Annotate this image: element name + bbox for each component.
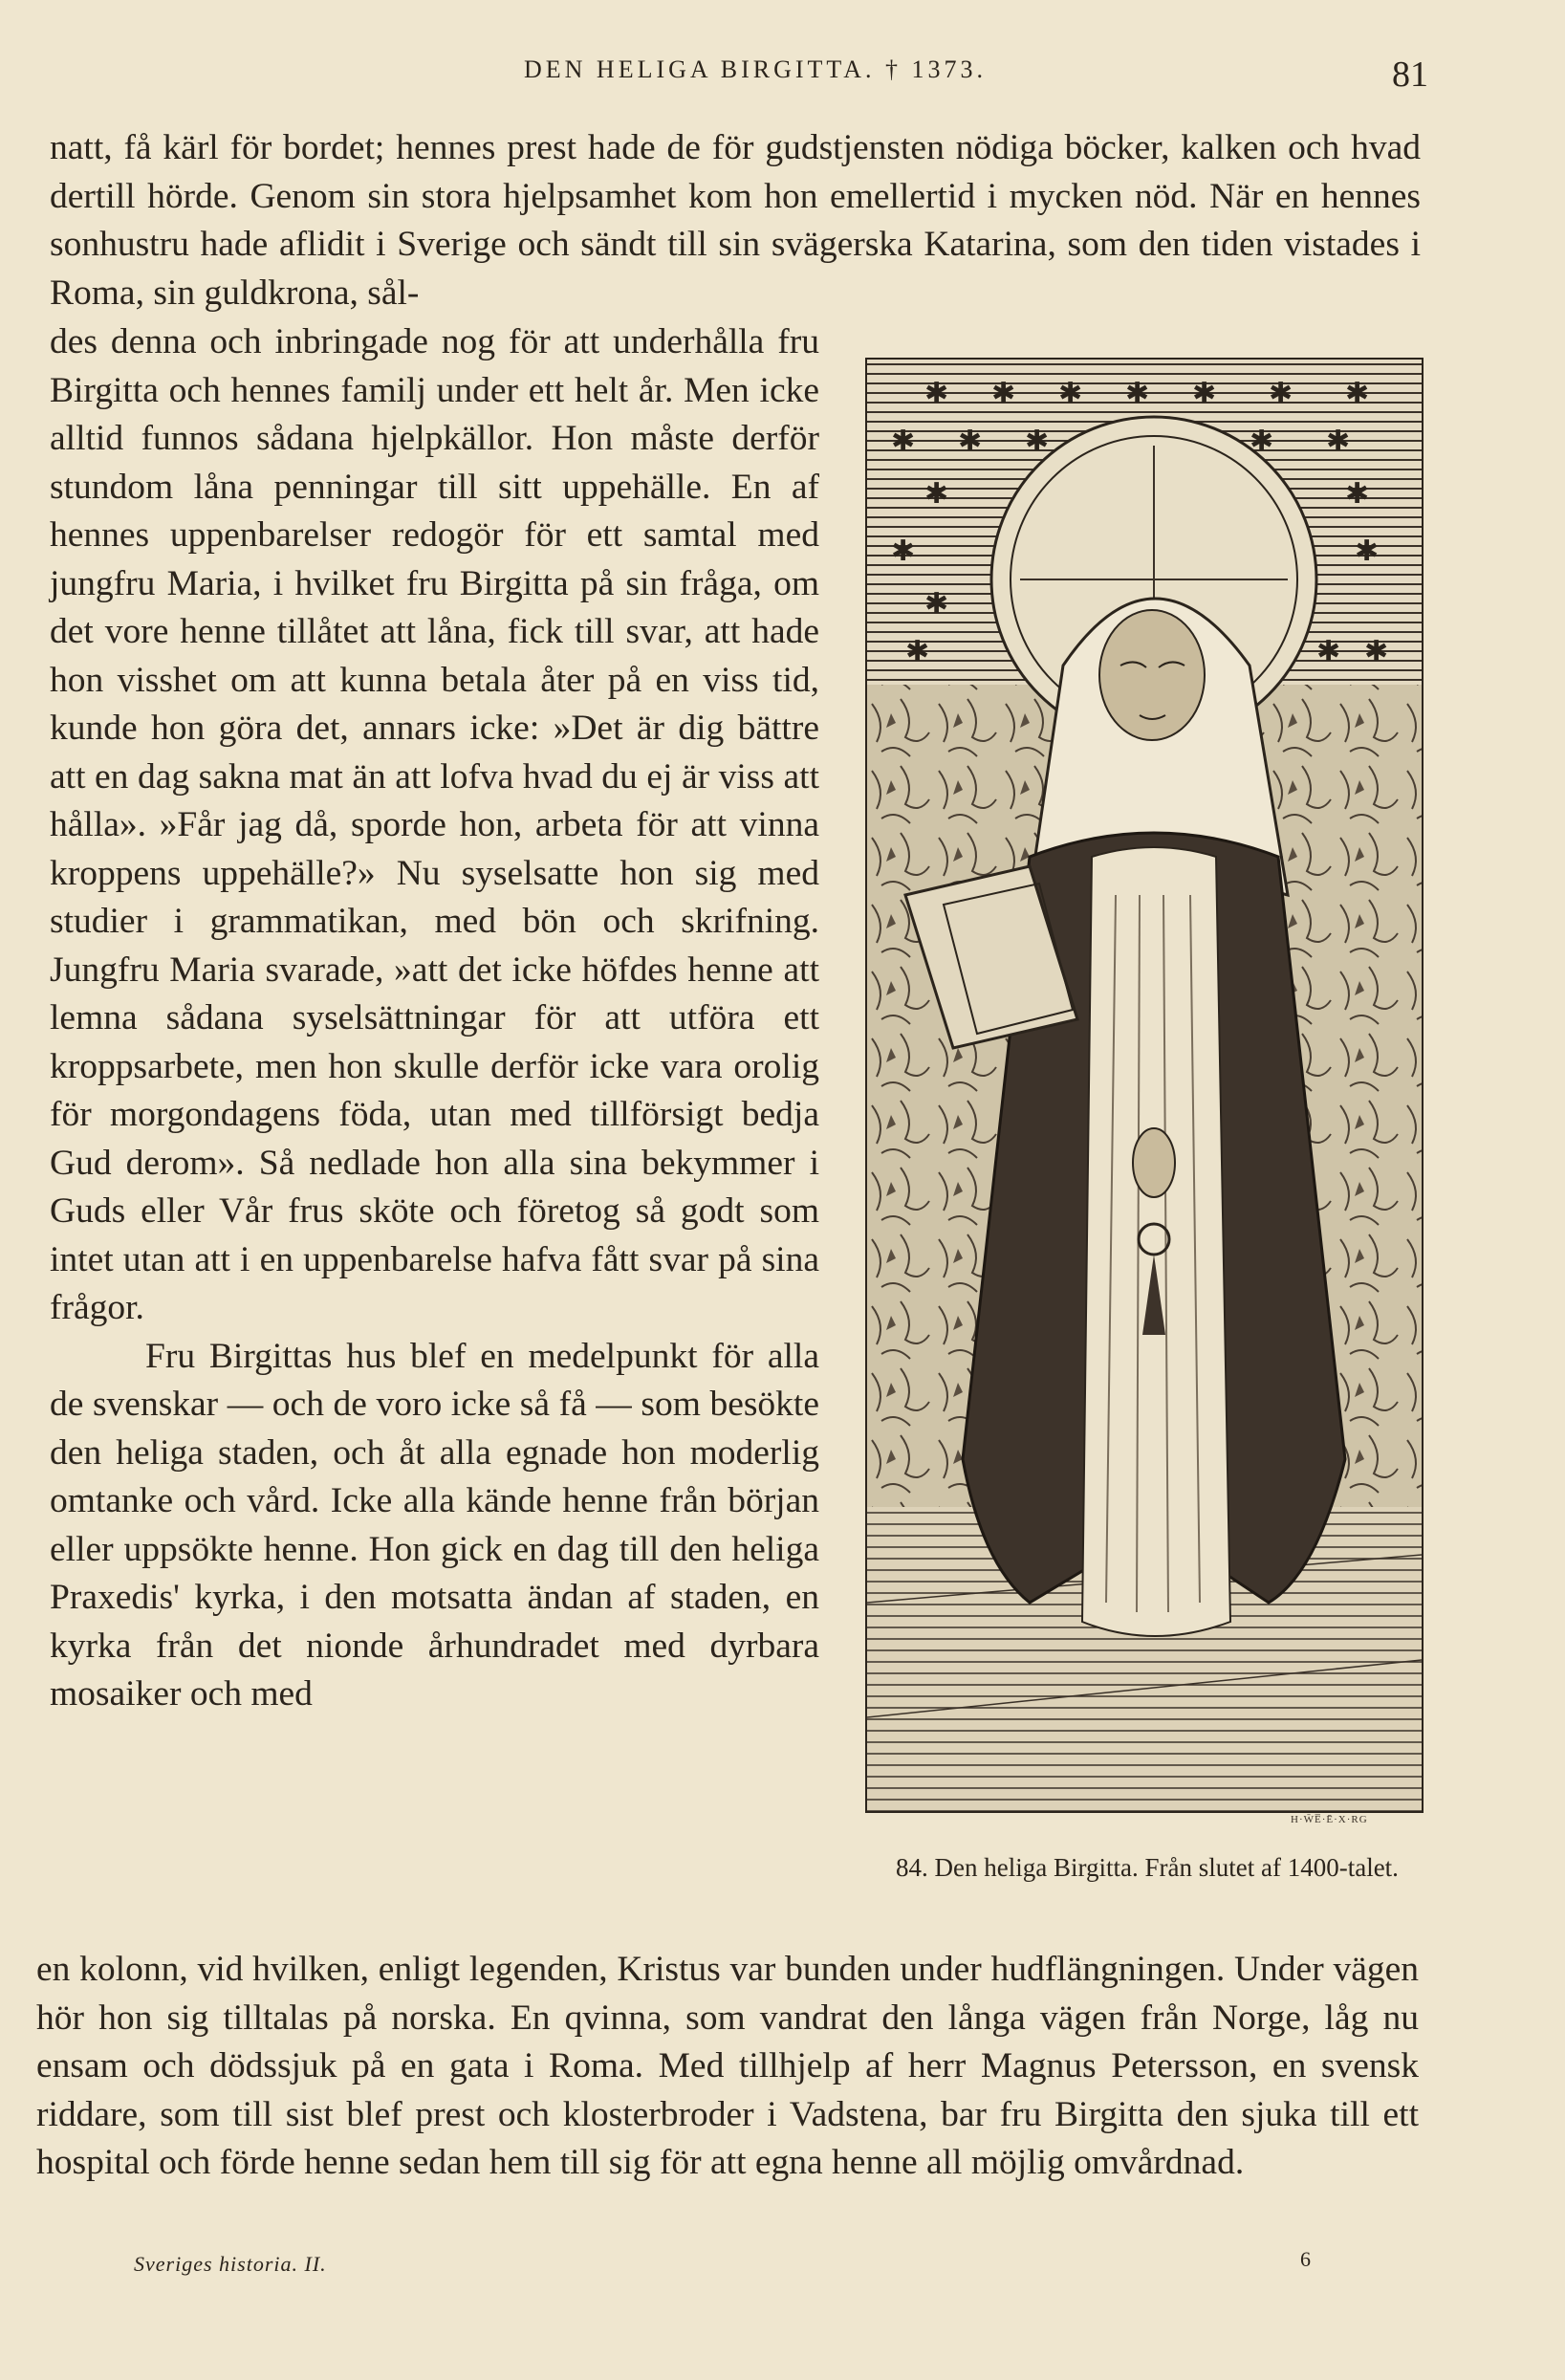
sheet-number: 6 xyxy=(1300,2247,1311,2271)
svg-text:✱: ✱ xyxy=(1125,377,1150,410)
svg-text:✱: ✱ xyxy=(1316,635,1341,668)
svg-text:✱: ✱ xyxy=(1355,535,1380,568)
column-paragraph-2: Fru Birgittas hus blef en medelpunkt för alla de svenskar — och de voro icke så få — som besökte den heliga staden, och åt alla egnade hon moderlig omtanke och vård. Icke alla kände henne från början eller uppsökte henne. Hon gick en dag till den heliga Praxedis' kyrka, i den motsatta ändan af staden, en kyrka från det nionde århundradet med dyrbara mosaiker och med xyxy=(50,1336,819,1714)
svg-text:✱: ✱ xyxy=(1269,377,1293,410)
illustration-saint-birgitta xyxy=(865,358,1424,1813)
svg-text:✱: ✱ xyxy=(958,425,983,458)
paragraph-text: natt, få kärl för bordet; hennes prest hade de för gudstjensten nödiga böcker, kalken och hvad dertill hörde. Genom sin stora hjelpsamhet kom hon emellertid i mycken nöd. När en hennes sonhustru hade aflidit i Sverige och sändt till sin svägerska Katarina, som den tiden vistades i Roma, sin guldkrona, sål- xyxy=(50,128,1421,313)
page-number: 81 xyxy=(1392,55,1428,95)
svg-text:✱: ✱ xyxy=(1025,425,1050,458)
svg-text:✱: ✱ xyxy=(891,425,916,458)
top-paragraph xyxy=(50,124,1421,317)
svg-text:✱: ✱ xyxy=(1345,377,1370,410)
figure-caption: 84. Den heliga Birgitta. Från slutet af 1400-talet. xyxy=(896,1853,1399,1882)
svg-text:✱: ✱ xyxy=(1192,377,1217,410)
svg-text:✱: ✱ xyxy=(1345,477,1370,511)
engraving-image xyxy=(867,360,1422,1811)
svg-text:✱: ✱ xyxy=(891,535,916,568)
svg-text:✱: ✱ xyxy=(1250,425,1274,458)
paragraph-text: en kolonn, vid hvilken, enligt legenden, Kristus var bunden under hudflängningen. Under vägen hör hon sig tilltalas på norska. En qvinna, som vandrat den långa vägen från Norge, låg nu ensam och dödssjuk på en gata i Roma. Med tillhjelp af herr Magnus Petersson, en svensk riddare, som till sist blef prest och klosterbroder i Vadstena, bar fru Birgitta den sjuka till ett hospital och förde henne sedan hem till sig för att egna henne all möjlig omvårdnad. xyxy=(36,1950,1419,2182)
column-paragraph-1: des denna och inbringade nog för att underhålla fru Birgitta och hennes familj under ett helt år. Men icke alltid funnos sådana hjelpkällor. Hon måste derför stundom låna penningar till sitt uppehälle. En af hennes uppenbarelser redogör för ett samtal med jungfru Maria, i hvilket fru Birgitta på sin fråga, om det vore henne tillåtet att låna, fick till svar, att hade hon visshet om att kunna betala åter på en viss tid, kunde hon göra det, annars icke: »Det är dig bättre att en dag sakna mat än att lofva hvad du ej är viss att hålla». »Får jag då, sporde hon, arbeta för att vinna kroppens uppehälle?» Nu syselsatte hon sig med studier i grammatikan, med bön och skrifning. Jungfru Maria svarade, »att det icke höfdes henne att lemna sådana syselsättningar för att utföra ett kroppsarbete, men hon skulle derför icke vara orolig för morgondagens föda, utan med tillförsigt bedja Gud derom». Så nedlade hon alla sina bekymmer i Guds eller Vår frus sköte och företog så godt som intet utan att i en uppenbarelse hafva fått svar på sina frågor. xyxy=(50,322,819,1327)
bottom-paragraph xyxy=(36,1946,1419,2188)
svg-text:✱: ✱ xyxy=(924,477,949,511)
running-header: DEN HELIGA BIRGITTA. † 1373. xyxy=(524,55,987,83)
engraver-signature: H·W̄E̅̅·Ē·X·RG xyxy=(1291,1814,1368,1825)
svg-text:✱: ✱ xyxy=(924,377,949,410)
footer-signature: Sveriges historia. II. xyxy=(134,2252,327,2276)
svg-text:✱: ✱ xyxy=(1364,635,1389,668)
svg-text:✱: ✱ xyxy=(991,377,1016,410)
svg-text:✱: ✱ xyxy=(905,635,930,668)
left-column xyxy=(50,318,819,1719)
svg-text:✱: ✱ xyxy=(924,587,949,621)
svg-text:✱: ✱ xyxy=(1058,377,1083,410)
svg-text:✱: ✱ xyxy=(1326,425,1351,458)
